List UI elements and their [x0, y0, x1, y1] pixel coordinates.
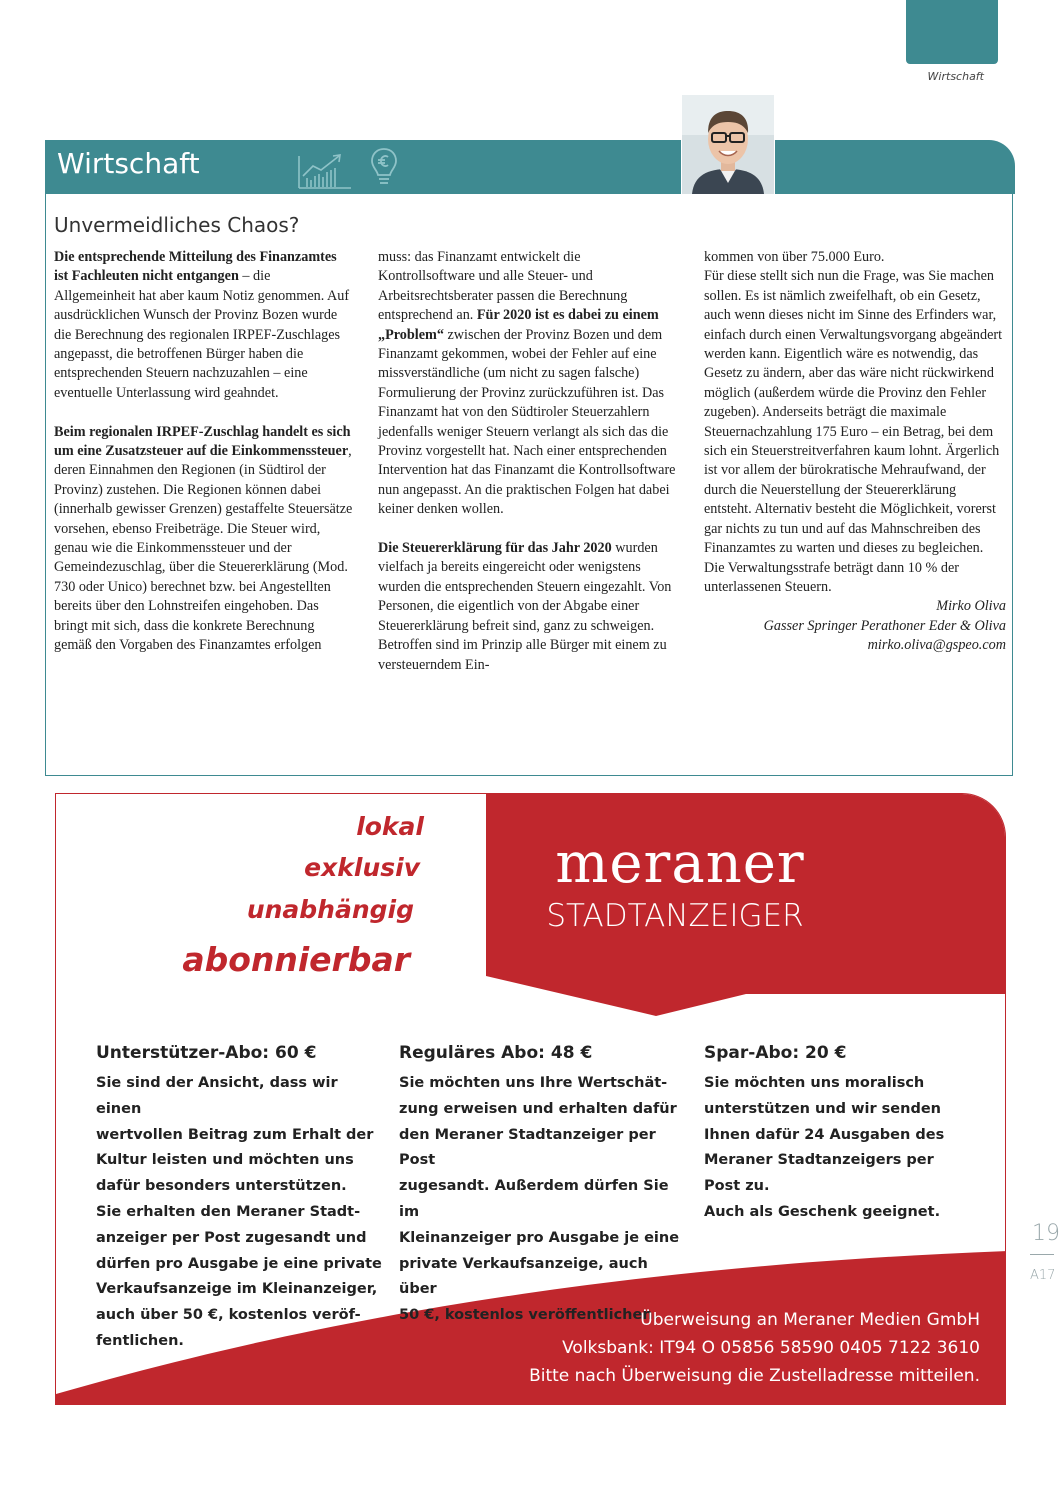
section-tab-marker: [906, 0, 998, 64]
banner-title: Wirtschaft: [57, 147, 200, 180]
plan-line: Kleinanzeiger pro Ausgabe je eine: [399, 1229, 680, 1246]
lead-bold: Für 2020 ist es dabei zu einem „Problem“: [378, 307, 659, 343]
paragraph-text: – die Allgemeinheit hat aber kaum Notiz genommen. Auf ausdrücklichen Wunsch der Provinz Bozen wurde die Berechnung des regionalen IRPEF-Zuschlages angepasst, die betroffenen Bürger haben die entsprechenden Steuern nachzuzahlen – eine eventuelle Unterlassung wird geahndet.: [54, 268, 350, 401]
plan-body-saver: [704, 1071, 994, 1226]
plan-line: Sie erhalten den Meraner Stadt-: [96, 1203, 361, 1220]
article-column-2: [378, 248, 676, 675]
paragraph: [378, 248, 676, 520]
slogan-abonnierbar: abonnierbar: [182, 940, 410, 979]
plan-line: dürfen pro Ausgabe je eine private: [96, 1255, 382, 1272]
paragraph: Für diese stellt sich nun die Frage, was Sie machen sollen. Es ist nämlich zweifelhaft, ob ein Gesetz, auch wenn dieses nicht im Sinne des Erfinders war, einfach durch einen Verwaltungsvorgang abgeändert werden kann. Eigentlich wäre es notwendig, das Gesetz zu ändern, aber das wäre nicht rückwirkend möglich (außerdem würde die Provinz den Fehler zugeben). Anderseits beträgt die maximale Steuernachzahlung 175 Euro – ein Betrag, bei dem sich ein Steuerstreitverfahren kaum lohnt. Ärgerlich ist vor allem der bürokratische Mehraufwand, der durch die Neuerstellung der Steuererklärung entsteht. Alternativ besteht die Möglichkeit, vorerst gar nichts zu tun und auf das Mahnschreiben des Finanzamtes zu warten und dieses zu begleichen. Die Verwaltungsstrafe beträgt dann 10 % der unterlassenen Steuern.: [704, 268, 1003, 595]
author-firm: Gasser Springer Perathoner Eder & Oliva: [763, 617, 1006, 634]
slogan-unabhaengig: unabhängig: [246, 895, 414, 924]
plan-line: auch über 50 €, kostenlos veröf-: [96, 1307, 361, 1324]
plan-title-regular: Reguläres Abo: 48 €: [399, 1043, 593, 1063]
folio-divider: [1030, 1254, 1054, 1255]
plan-body-regular: [399, 1071, 689, 1329]
article-column-3: [704, 248, 1006, 656]
plan-line: unterstützen und wir senden: [704, 1100, 941, 1117]
lead-bold: Beim regionalen IRPEF-Zuschlag handelt es sich um eine Zusatzsteuer auf die Einkommenssteuer: [54, 423, 351, 460]
plan-line: Sie möchten uns Ihre Wertschät-: [399, 1075, 668, 1091]
plan-line: private Verkaufsanzeige, auch über: [399, 1255, 648, 1298]
plan-line: Meraner Stadtanzeigers per: [704, 1152, 934, 1169]
logo-stadtanzeiger: STADTANZEIGER: [546, 898, 804, 934]
lightbulb-euro-icon: [369, 146, 399, 190]
plan-line: zung erweisen und erhalten dafür: [399, 1100, 677, 1117]
logo-meraner: meraner: [555, 831, 805, 896]
payment-iban: Volksbank: IT94 O 05856 58590 0405 7122 3610: [562, 1338, 980, 1358]
section-tag: Wirtschaft: [927, 70, 984, 83]
paragraph: [378, 539, 676, 675]
section-banner: [45, 140, 1015, 194]
payment-recipient: Überweisung an Meraner Medien GmbH: [640, 1310, 980, 1330]
paragraph: [54, 423, 354, 656]
plan-title-saver: Spar-Abo: 20 €: [704, 1043, 847, 1063]
plan-line: Ihnen dafür 24 Ausgaben des: [704, 1126, 945, 1143]
slogan-exklusiv: exklusiv: [304, 853, 420, 882]
payment-note: Bitte nach Überweisung die Zustelladresse mitteilen.: [529, 1366, 980, 1386]
plan-line: zugesandt. Außerdem dürfen Sie im: [399, 1178, 669, 1220]
plan-line: Kultur leisten und möchten uns: [96, 1152, 354, 1169]
plan-line: 50 €, kostenlos veröffentlichen.: [399, 1307, 659, 1324]
plan-line: anzeiger per Post zugesandt und: [96, 1229, 367, 1246]
bar-chart-growth-icon: [297, 150, 353, 190]
lead-bold: Die Steuererklärung für das Jahr 2020: [378, 540, 612, 557]
page-number: 19: [1032, 1221, 1060, 1246]
plan-line: Sie sind der Ansicht, dass wir einen: [96, 1075, 338, 1117]
plan-line: den Meraner Stadtanzeiger per Post: [399, 1126, 656, 1169]
issue-number: A17: [1030, 1268, 1056, 1283]
paragraph: [54, 248, 354, 403]
slogan-lokal: lokal: [356, 812, 424, 841]
author-email[interactable]: mirko.oliva@gspeo.com: [867, 637, 1006, 654]
plan-line: wertvollen Beitrag zum Erhalt der: [96, 1126, 374, 1143]
plan-line: Auch als Geschenk geeignet.: [704, 1203, 941, 1220]
article-headline: Unvermeidliches Chaos?: [54, 213, 300, 237]
plan-line: Post zu.: [704, 1178, 770, 1195]
paragraph-text: zwischen der Provinz Bozen und dem Finanzamt gekommen, wobei der Fehler auf eine missverständliche (um nicht zu sagen falsche) Formulierung der Provinz zurückzuführen ist. Das Finanzamt hat von den Südtiroler Steuerzahlern jedenfalls weniger Steuern verlangt als sich das die Provinz vorgestellt hat. Nach einer entsprechenden Intervention hat das Finanzamt die Kontrollsoftware nun angepasst. An die praktischen Folgen hat dabei keiner denken wollen.: [378, 326, 676, 518]
plan-line: fentlichen.: [96, 1332, 184, 1349]
plan-line: Verkaufsanzeige im Kleinanzeiger,: [96, 1281, 378, 1298]
author-photo: [681, 94, 775, 195]
paragraph: kommen von über 75.000 Euro.: [704, 249, 885, 265]
plan-body-supporter: [96, 1071, 386, 1355]
lead-bold: Die entsprechende Mitteilung des Finanzamtes ist Fachleuten nicht entgangen: [54, 249, 337, 285]
paragraph-text: wurden vielfach ja bereits eingereicht oder wenigstens wurden die entsprechenden Steuern eingezahlt. Von Personen, die eigentlich von der Abgabe einer Steuererklärung befreit sind, ganz zu schweigen. Betroffen sind im Prinzip alle Bürger mit einem zu versteuerndem Ein-: [378, 540, 672, 673]
article-column-1: [54, 248, 354, 656]
plan-line: dafür besonders unterstützen.: [96, 1178, 347, 1195]
paragraph-text: , deren Einnahmen den Regionen (in Südtirol der Provinz) zustehen. Die Regionen können dabei (innerhalb gewisser Grenzen) gestaffelte Steuersätze vorsehen, ebenso Freibeträge. Die Steuer wird, genau wie die Einkommenssteuer und der Gemeindezuschlag, über die Steuererklärung (Mod. 730 oder Unico) berechnet bzw. bei Angestellten bereits über den Lohnstreifen eingehoben. Das bringt mit sich, dass die konkrete Berechnung gemäß den Vorgaben des Finanzamtes erfolgen: [54, 443, 353, 654]
author-name: Mirko Oliva: [936, 598, 1006, 615]
plan-line: Sie möchten uns moralisch: [704, 1075, 925, 1091]
plan-title-supporter: Unterstützer-Abo: 60 €: [96, 1043, 317, 1063]
paragraph-text: muss: das Finanzamt entwickelt die Kontrollsoftware und alle Steuer- und Arbeitsrechtsberater passen die Berechnung entsprechend an.: [378, 249, 628, 324]
